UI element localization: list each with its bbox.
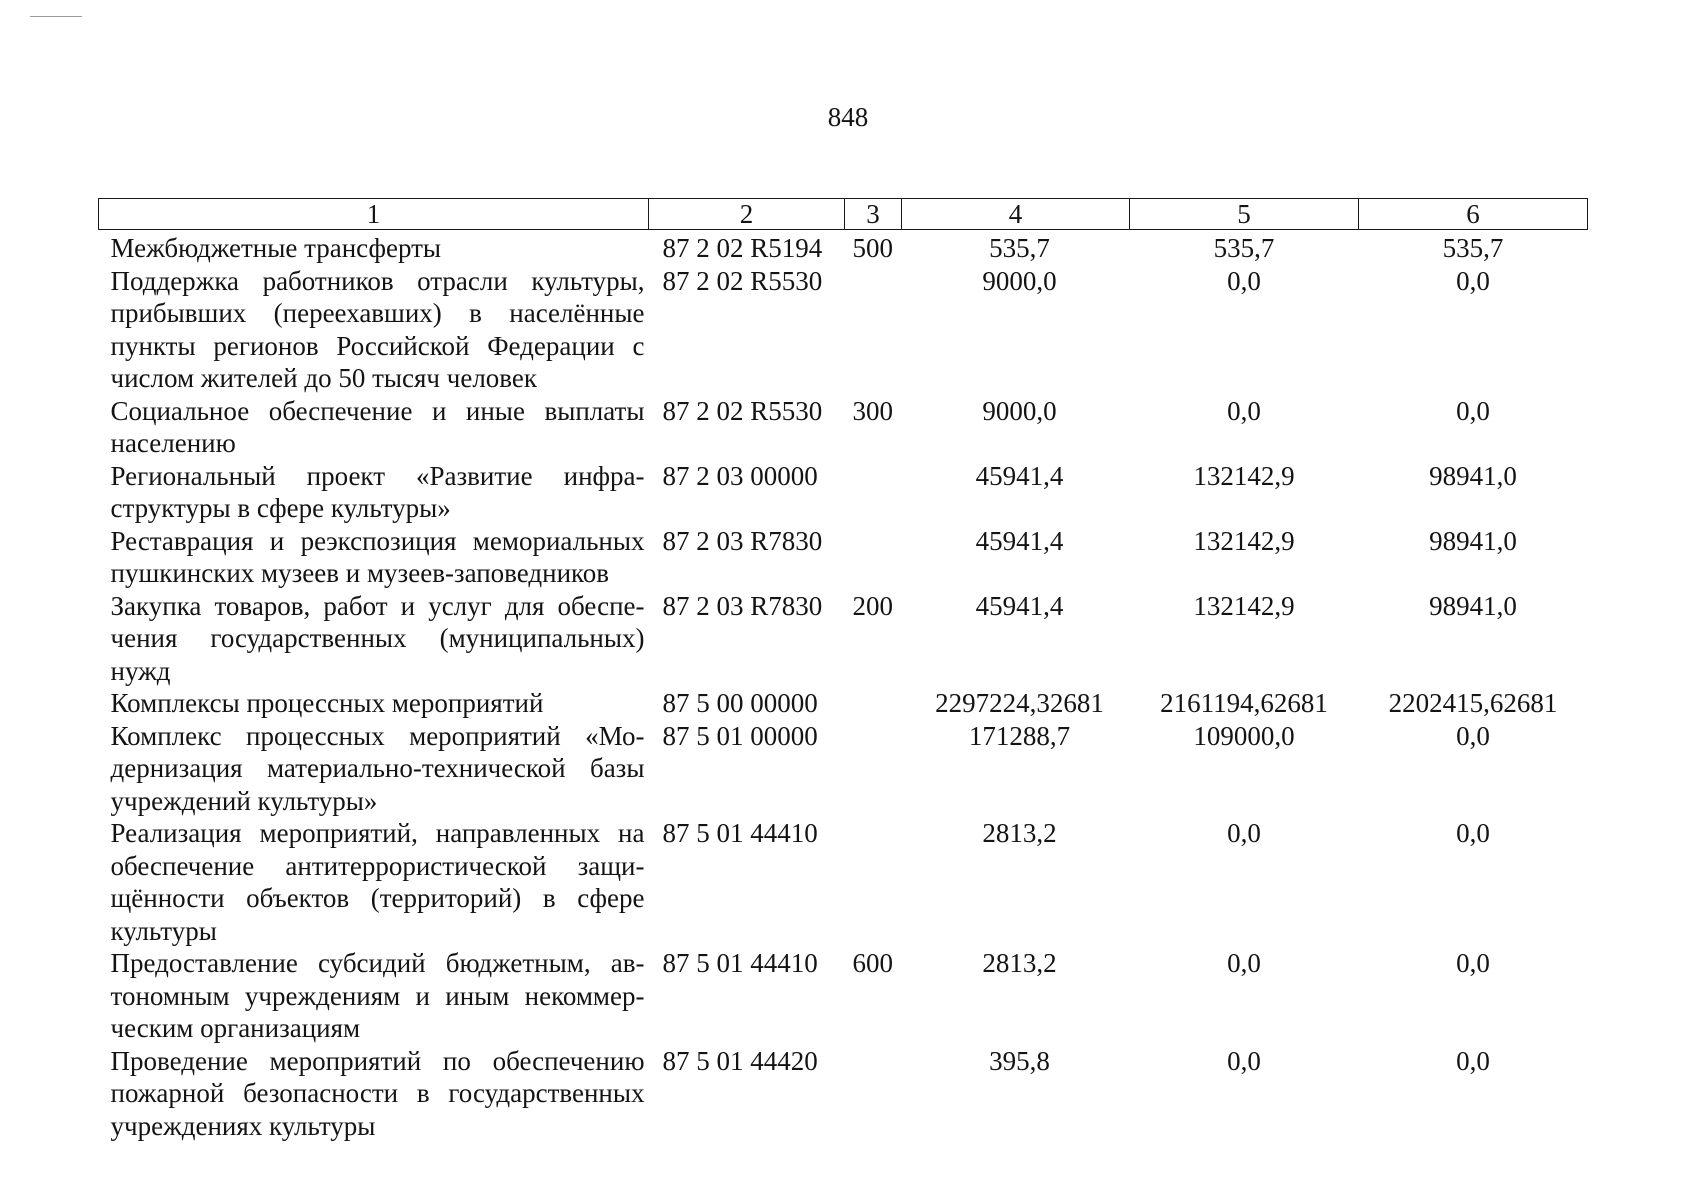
row-expense-type: 500: [852, 233, 893, 263]
row-value-col5: 0,0: [1227, 395, 1261, 426]
row-value-col5: 132142,9: [1193, 460, 1295, 491]
row-value-col6: 0,0: [1456, 1045, 1490, 1076]
row-expense-type: 200: [852, 590, 893, 621]
row-value-col6: 0,0: [1456, 720, 1490, 751]
table-row: [99, 590, 1588, 688]
header-row: [99, 199, 1588, 230]
row-value-col4: 9000,0: [982, 265, 1057, 296]
table-header: [99, 199, 1588, 230]
table-row: [99, 265, 1588, 395]
row-value-col6: 0,0: [1456, 818, 1490, 848]
row-code: 87 2 03 R7830: [662, 590, 823, 621]
row-name: Проведение мероприятий по обеспечению пожарной безопасности в государственных учреждениях культуры: [110, 1045, 645, 1141]
table-row: [99, 1045, 1588, 1143]
row-expense-type: [845, 687, 902, 720]
header-col-6: 6: [1359, 199, 1588, 230]
row-value-col5: 132142,9: [1193, 590, 1295, 621]
row-code: 87 2 02 R5530: [662, 395, 823, 426]
header-col-4: 4: [902, 199, 1130, 230]
header-col-5: 5: [1130, 199, 1359, 230]
row-expense-type: [845, 525, 902, 590]
row-name: Комплекс процессных мероприятий «Модернизация материально-технической базы учреждений культуры»: [110, 720, 645, 816]
row-expense-type: [845, 720, 902, 818]
row-value-col6: 0,0: [1456, 395, 1490, 426]
row-name: Предоставление субсидий бюджетным, автономным учреждениям и иным некоммерческим организациям: [110, 948, 645, 1043]
row-code: 87 2 02 R5530: [662, 265, 823, 296]
row-expense-type: 300: [852, 395, 893, 426]
row-name: Реализация мероприятий, направленных на обеспечение антитеррористической защищённости объектов (территорий) в сфере культуры: [110, 818, 645, 946]
header-col-1: 1: [99, 199, 649, 230]
page-number: 848: [827, 102, 869, 132]
row-value-col4: 171288,7: [968, 720, 1071, 751]
row-value-col4: 535,7: [989, 233, 1050, 263]
header-col-2: 2: [649, 199, 845, 230]
row-name: Комплексы процессных мероприятий: [110, 688, 544, 718]
row-code: 87 5 01 00000: [662, 720, 818, 751]
row-code: 87 2 03 R7830: [662, 525, 823, 556]
table-row: [99, 525, 1588, 590]
row-expense-type: [845, 1045, 902, 1143]
row-value-col5: 535,7: [1213, 233, 1275, 263]
row-code: 87 5 01 44410: [662, 948, 818, 978]
header-col-3: 3: [845, 199, 902, 230]
row-value-col4: 9000,0: [982, 395, 1057, 426]
row-value-col4: 2813,2: [982, 818, 1057, 848]
row-value-col6: 98941,0: [1429, 590, 1517, 621]
row-code: 87 5 00 00000: [662, 688, 818, 718]
row-expense-type: 600: [852, 948, 893, 978]
row-value-col6: 98941,0: [1429, 525, 1517, 556]
table-row: [99, 817, 1588, 947]
table-row: [99, 947, 1588, 1045]
row-name: Поддержка работников отрасли культуры, прибывших (переехавших) в населённые пункты регионов Российской Федерации с числом жителей до 50 тысяч человек: [110, 265, 645, 393]
row-value-col5: 0,0: [1227, 948, 1261, 978]
row-name: Закупка товаров, работ и услуг для обеспечения государственных (муниципальных) нужд: [110, 590, 645, 686]
table-row: [99, 230, 1588, 265]
table-row: [99, 460, 1588, 525]
row-value-col4: 45941,4: [975, 590, 1064, 621]
row-code: 87 5 01 44420: [662, 1045, 818, 1076]
row-value-col4: 45941,4: [975, 460, 1064, 491]
table-row: [99, 720, 1588, 818]
row-code: 87 5 01 44410: [662, 818, 818, 848]
row-value-col5: 0,0: [1227, 818, 1261, 848]
row-name: Реставрация и реэкспозиция мемориальных пушкинских музеев и музеев-заповедников: [110, 525, 645, 588]
row-value-col5: 0,0: [1227, 1045, 1261, 1076]
row-expense-type: [845, 817, 902, 947]
row-value-col5: 0,0: [1227, 265, 1261, 296]
row-value-col4: 2297224,32681: [935, 688, 1104, 718]
row-value-col5: 2161194,62681: [1160, 688, 1328, 718]
row-value-col4: 45941,4: [975, 525, 1064, 556]
row-expense-type: [845, 265, 902, 395]
row-value-col6: 98941,0: [1429, 460, 1517, 491]
row-name: Межбюджетные трансферты: [110, 233, 442, 263]
table-body: [99, 230, 1588, 1143]
row-name: Социальное обеспечение и иные выплаты населению: [110, 395, 645, 458]
row-value-col5: 132142,9: [1193, 525, 1295, 556]
budget-table: [98, 198, 1588, 1142]
row-code: 87 2 02 R5194: [662, 233, 823, 263]
row-code: 87 2 03 00000: [662, 460, 818, 491]
row-value-col5: 109000,0: [1193, 720, 1295, 751]
row-value-col4: 2813,2: [982, 948, 1057, 978]
row-value-col6: 2202415,62681: [1388, 688, 1558, 718]
row-value-col6: 0,0: [1456, 948, 1490, 978]
row-expense-type: [845, 460, 902, 525]
row-value-col6: 535,7: [1442, 233, 1504, 263]
table-row: [99, 395, 1588, 460]
row-value-col6: 0,0: [1456, 265, 1490, 296]
corner-mark: [30, 16, 82, 17]
row-name: Региональный проект «Развитие инфраструктуры в сфере культуры»: [110, 460, 645, 523]
row-value-col4: 395,8: [989, 1045, 1050, 1076]
table-row: [99, 687, 1588, 720]
